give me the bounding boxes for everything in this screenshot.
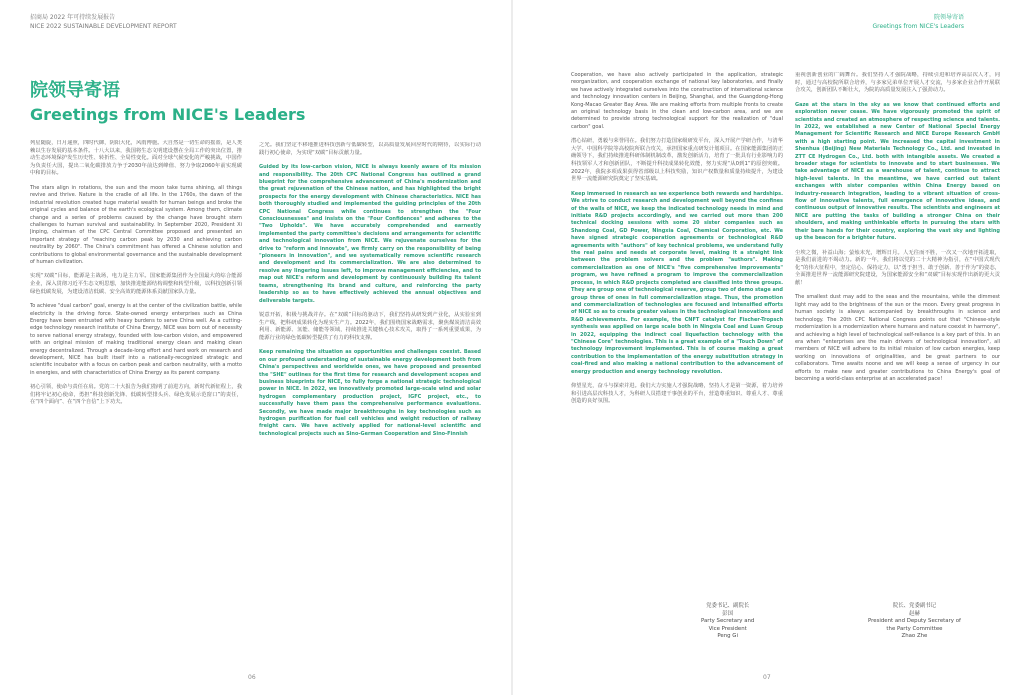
signature-title-cn: 党委书记、副院长 <box>706 603 750 609</box>
paragraph: 之光。我们坚定不移地推进科技创新与低碳转型，以高质量发展回应时代的期待，以实际行动践行初心使命，为实现“双碳”目标贡献力量。 <box>259 142 481 156</box>
paragraph: Keep remaining the situation as opportunities and challenges coexist. Based on our profound understanding of sustainable energy development both from China's perspectives and worldwide ones, we have proposed and presented the "SHE" outlines for the first time for research and development scopes and business blueprints for NICE, to fully forge a national strategic technological power in NICE. In 2022, we innovatively promoted large-scale wind and solar hydrogen complementary production project, IGFC project, etc., to successfully have them pass the comprehensive performance evaluations. Secondly, we have made major breakthroughs in key technologies such as hydrogen purification for fuel cell vehicles and weight reduction of railway freight cars. We have actively applied for national-level scientific and technological projects such as Sino-German Cooperation and Sino-Finnish <box>259 349 481 437</box>
signature-title-en: Party Secretary and <box>701 618 755 625</box>
page-title-cn: 院领导寄语 <box>30 80 120 101</box>
paragraph: Keep immersed in research as we experience both rewards and hardships. We strive to conduct research and development well beyond the confines of the walls of NICE, we keep the indicated technology needs in mind and initiate R&D projects accordingly, and we carried out more than 200 technical docking sessions with some 20 sister companies such as Shandong Coal, GD Power, Ningxia Coal, Chemical Corporation, etc. We have signed strategic cooperation agreements or technological R&D agreements with "authors" of key technical problems, we understand fully the real pains and needs at corporate level, making it a straight link between the problem solvers and the problem "authors". Making commercialization as one of NICE's "five comprehensive improvements" program, we have refined a program to improve the commercialization process, in which R&D projects completed are classified into three groups. They are group one of technological reserve, group two of demo stage and group three of ones in full commercialization stage. Thus, the promotion and commercialization of technologies are focused and intensified efforts of NICE so as to create greater values in the technological innovations and R&D achievements. For example, the CNFT catalyst for Fischer-Tropsch synthesis was applied on large scale both in Ningxia Coal and Luan Group in 2022, equipping the indirect coal liquefaction technology with the "Chinese Core" technologies. This is a great example of a "Touch Down" of technology improvement implemented. This is of course making a great contribution to the implementation of the energy substitution strategy in coal-fired and also making a national contribution to the advancement of energy production and energy technology revolution. <box>571 190 783 375</box>
paragraph: 列星随旋，日月递照，四时代御，阴阳大化，风雨博施。大自然是一切生命的摇篮，是人类赖以生存发展的基本条件。十八大以来，我国将生态文明建设摆在全局工作的突出位置，推动生态环境保护发生历史性、转折性、全局性变化。面对全球气候变化的严峻挑战，中国作为负责任大国，提出二氧化碳排放力争于2030年前达到峰值、努力争取2060年前实现碳中和的目标。 <box>30 140 242 177</box>
signature-name-en: Zhao Zhe <box>901 633 928 640</box>
paragraph: 重视创新创业的广阔舞台。我们坚持人才强院战略，持续引进和培养高层次人才，同时，通过与高校院所联合培养，与多家兄弟单位开展人才交流，与多家企业合作开展联合攻关，创新团队不断壮大，为院的高质量发展注入了强劲动力。 <box>795 72 1000 94</box>
signature-name-cn: 赵赫 <box>909 610 920 617</box>
signature-title-en: Vice President <box>708 625 747 632</box>
signature-title-en: the Party Committee <box>886 625 943 632</box>
signature-title-cn: 院长、党委副书记 <box>892 603 937 609</box>
paragraph: 尘埃之微，补益山海；萤烛末光，增辉日月。人无往而不胜，一次又一次地开拓进取，是我们前进的不竭动力。新的一年，我们将以党的二十大精神为指引，在“中国式现代化”的伟大征程中，坚定信心、保持定力，以“勇于担当、敢于创新、善于作为”的姿态，全面推进世界一流能源研究院建设，为国家能源安全和“双碳”目标实现作出新的更大贡献！ <box>795 249 1000 286</box>
paragraph: To achieve "dual carbon" goal, energy is at the center of the civilization battle, while electricity is the driving force. State-owned energy enterprises such as China Energy have been entrusted with heavy burdens to serve China well. As a cutting-edge technology research institute of China Energy, NICE was born out of necessity to serve national energy strategy, founded with low-carbon vision, and empowered with an original mission of making traditional energy clean and making clean energy decentralized. Through a decade-long effort and hard work on research and development, NICE has built itself into a nationally-recognized strategic and scientific incubator with a focus on carbon peak and carbon neutrality, with a motto in energies, and with characteristics of China Energy as its parent company. <box>30 303 242 376</box>
signature-title-en: President and Deputy Secretary of <box>868 618 961 625</box>
page-number-left: 06 <box>248 674 256 681</box>
paragraph: 潜心钻研，勇毅与荣誉同在。我们努力打造国家级研发平台，深入开展产学研合作，与清华大学、中国科学院等高校院所联合攻关，承担国家重点研发计划项目。在国家能源集团的正确领导下，我们持续推进科研体制机制改革，激发创新活力，培育了一批具有行业影响力的科技领军人才和创新团队，不断提升科技成果转化效能，努力实现“从0到1”的原创突破。2022年，我院多项成果获得省部级以上科技奖励，知识产权数量和质量持续提升，为建设世界一流能源研究院奠定了坚实基础。 <box>571 138 783 183</box>
header-report-title-en: NICE 2022 SUSTAINABLE DEVELOPMENT REPORT <box>30 23 177 30</box>
running-header-right <box>872 13 964 31</box>
header-section-title-cn: 院领导寄语 <box>933 14 964 21</box>
paragraph: 仰望星光，奋斗与探索并进。我们大力实施人才强院战略，坚持人才是第一资源，着力培养和引进高层次科技人才，为科研人员搭建干事创业的平台，营造尊重知识、尊重人才、尊重创造的良好氛围。 <box>571 382 783 405</box>
paragraph: 初心引领，使命与责任在肩。党的二十大报告为我们指明了前进方向，新时代新征程上，我们将牢记初心使命，勇担“科技创新先锋、低碳转型排头兵、绿色发展示范窗口”的责任，在“四个面向”、在“四个自信”上下功夫。 <box>30 384 242 406</box>
left-page <box>0 0 511 695</box>
right-column-2 <box>795 72 1000 572</box>
paragraph: Gaze at the stars in the sky as we know that continued efforts and exploration never cease. We have vigorously promoted the spirit of scientists and created an atmosphere of respecting science and talents. In 2022, we established a new Center of National Special Energy Management for Scientific Research and NICE Europe Research GmbH with a high starting point. We increased the capital investment in Shenhua (Beijing) New Materials Technology Co., Ltd. and invested in ZTT CE Hydrogen Co., Ltd. both with intangible assets. We created a broader stage for scientists to innovate and to start businesses. We take advantage of NICE as a warehouse of talent, continue to attract high-level talents. In the meantime, we have carried out talent exchanges with sister companies within China Energy based on industry-research integration, leading to a vibrant situation of cross-flow of innovative talents, full emergence of innovative ideas, and continuous output of innovative results. The scientists and engineers at NICE are putting the tasks of building a stronger China on their shoulders, and making unthinkable efforts in pursuing the stars with their bare hands for their country, exploring the vast sky and lighting up the beacon for a brighter future. <box>795 101 1000 242</box>
signature-right <box>868 603 961 641</box>
paragraph: Guided by its low-carbon vision, NICE is always keenly aware of its mission and responsibility. The 20th CPC National Congress has outlined a grand blueprint for the comprehensive advancement of China's modernization and the great rejuvenation of the Chinese nation, and has highlighted the bright prospects for the energy development with Chinese characteristics. NICE has both thoroughly studied and implemented the guiding principles of the 20th CPC National Congress while continues to strengthen the "Four Consciousnesses" and insists on the "Four Confidences" and adheres to the "Two Upholds". We have accurately comprehended and earnestly implemented the party committee's decisions and arrangements for scientific and technological innovation from NICE. We rejuvenate ourselves for the drive to "reform and innovate", we firmly carry on the responsibility of being "pioneers in innovation", and we systematically remove scientific research and development and its commercialization. We are also determined to resolve any lingering issues left, to improve management efficiencies, and to map out NICE's reform and development by continuously building its talent teams, strengthening its brand and culture, and reinforcing the party leadership so as to have effectively achieved the annual objectives and deliverable targets. <box>259 164 481 304</box>
page-title-en: Greetings from NICE's Leaders <box>30 105 306 124</box>
running-header-left <box>30 13 177 31</box>
right-page <box>513 0 1024 695</box>
signature-name-en: Peng Gi <box>717 633 738 640</box>
paragraph: The smallest dust may add to the seas and the mountains, while the dimmest light may add to the brightness of the sun or the moon. Every great progress in human society is always accompanied by breakthroughs in science and technology. The 20th CPC National Congress points out that "Chinese-style modernization is a modernization where humans and nature coexist in harmony", and achieving a high level of technological self-reliance is a key part of this. In an era when "enterprises are the main drivers of technological innovation", all members of NICE will adhere to its initial mission of low carbon energies, keep working on innovations of originalities, and be great partners to our collaborators. Time awaits noone and we will keep a sense of urgency in our efforts to make new and greater contributions to China Energy's goal of becoming a world-class enterprise at an accelerated pace! <box>795 294 1000 382</box>
right-column-1 <box>571 72 783 592</box>
paragraph: Cooperation, we have also actively participated in the application, strategic reorganization, and cooperation exchange of national key laboratories, and finally we have actively integrated ourselves into the construction of international science and technology innovation centers in Beijing, Shanghai, and the Guangdong-Hong Kong-Macao Greater Bay Area. We are making efforts from multiple fronts to create an original technology basis in the clean and low-carbon area, and we are determined to provide strong technological support for the realization of "dual carbon" goal. <box>571 72 783 130</box>
page-number-right: 07 <box>763 674 771 681</box>
paragraph: 实现“双碳”目标，能源是主战场，电力是主力军。国家能源集团作为全国最大的综合能源企业，深入贯彻习近平生态文明思想，加快推进能源结构调整和转型升级，以科技创新引领绿色低碳发展，为建设清洁低碳、安全高效的能源体系贡献国家队力量。 <box>30 273 242 295</box>
left-column-1 <box>30 140 242 668</box>
signature-left <box>701 603 754 641</box>
signature-name-cn: 彭国 <box>722 610 734 617</box>
left-column-2 <box>259 142 481 670</box>
header-report-title-cn: 招商局 2022 年可持续发展报告 <box>30 14 116 21</box>
paragraph: 锐意开拓，积极与挑战并存。在“双碳”目标的驱动下，我们坚持从研发到产业化，从实验室到生产线，把科研成果转化为现实生产力。2022年，我们围绕国家战略需求，聚焦煤炭清洁高效利用、新能源、氢能、储能等领域，持续推进关键核心技术攻关，取得了一系列重要成果，为能源行业的绿色低碳转型提供了有力的科技支撑。 <box>259 311 481 341</box>
header-section-title-en: Greetings from NICE's Leaders <box>872 23 964 30</box>
paragraph: The stars align in rotations, the sun and the moon take turns shining, all things revive and thrive. Nature is the cradle of all life. In the 1760s, the dawn of the industrial revolution created huge material wealth for human beings and broke the original cycles and balance of the earth's ecological system. Among them, climate change and a series of problems caused by the change have brought stern challenges to human survival and sustainability. In September 2020, President Xi Jinping, chairman of the CPC Central Committee proposed and presented an important strategy of "reaching carbon peak by 2030 and achieving carbon neutrality by 2060". The China's commitment has offered a Chinese solution and contributions to global environmental governance and the sustainable development of human civilization. <box>30 184 242 266</box>
